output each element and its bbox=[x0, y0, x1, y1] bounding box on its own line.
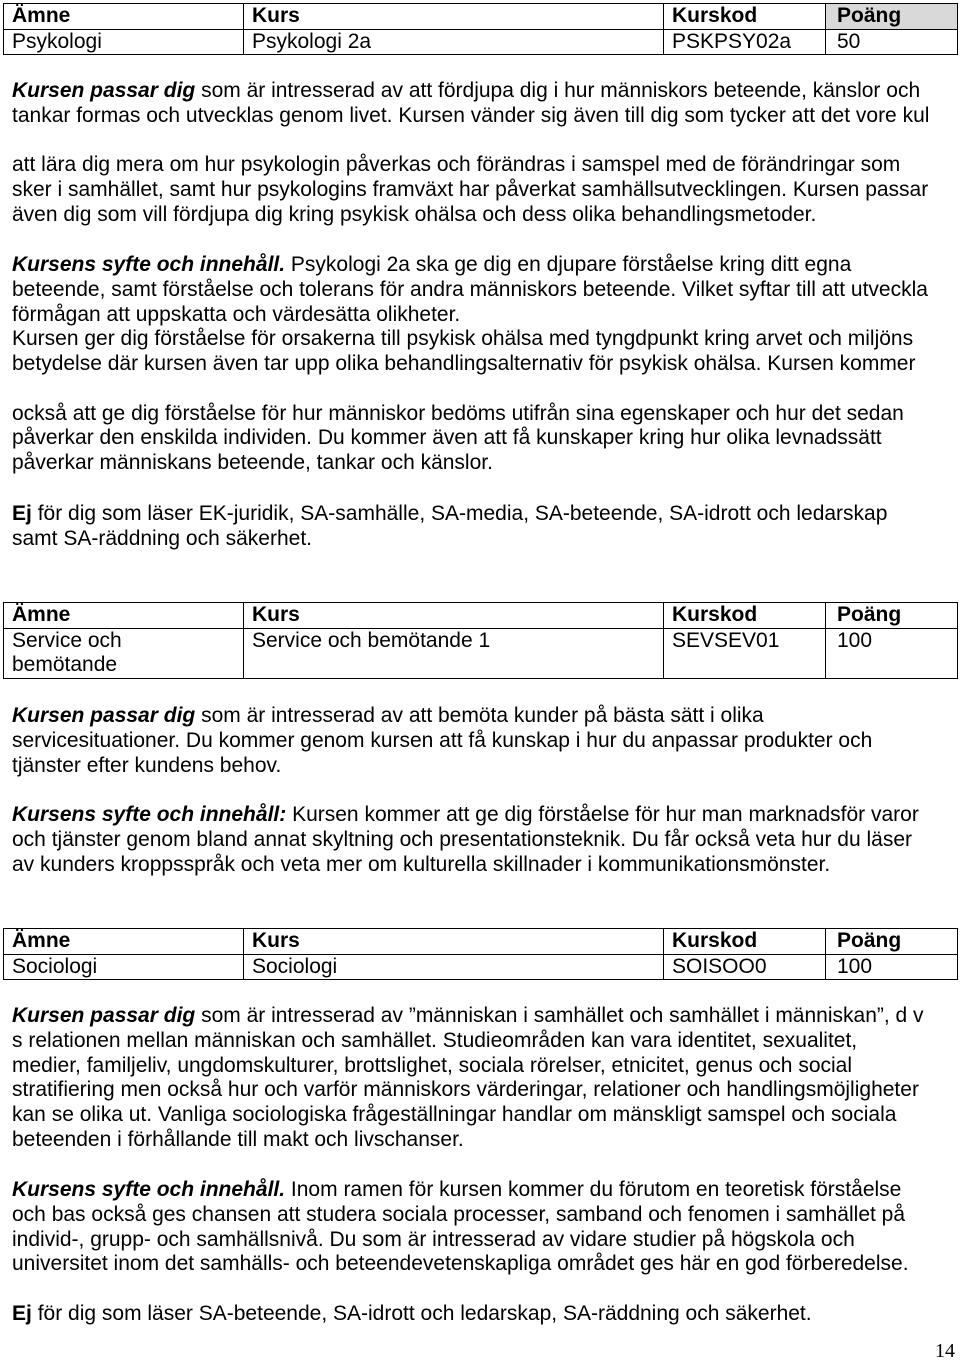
text-line: medier, familjeliv, ungdomskulturer, brottslighet, sociala rörelser, etnicitet, genus och social bbox=[12, 1053, 853, 1077]
course-purpose-text bbox=[12, 253, 928, 476]
header-subject: Ämne bbox=[4, 603, 244, 629]
course-exclusion-text bbox=[12, 1302, 812, 1327]
header-code: Kurskod bbox=[664, 4, 826, 30]
course-purpose-text bbox=[12, 803, 919, 877]
text-line: förmågan att uppskatta och värdesätta olikheter. bbox=[12, 302, 461, 326]
cell-subject: Sociologi bbox=[4, 954, 244, 980]
header-points: Poäng bbox=[826, 4, 958, 30]
cell-code: PSKPSY02a bbox=[664, 29, 826, 55]
header-course: Kurs bbox=[244, 603, 664, 629]
lead-purpose: Kursens syfte och innehåll. bbox=[12, 253, 286, 276]
lead-suitable: Kursen passar dig bbox=[12, 79, 196, 102]
text-line: och bas också ges chansen att studera sociala processer, samband och fenomen i samhället på bbox=[12, 1202, 906, 1226]
text-line bbox=[12, 1004, 924, 1029]
text-line: av kunders kroppsspråk och veta mer om kulturella skillnader i kommunikationsmönster. bbox=[12, 852, 831, 876]
text-line bbox=[12, 502, 887, 527]
text-line: Kursen ger dig förståelse för orsakerna till psykisk ohälsa med tyngdpunkt kring arvet och miljöns bbox=[12, 327, 914, 351]
cell-subject-wrapper bbox=[4, 628, 244, 678]
text-segment: för dig som läser SA-beteende, SA-idrott och ledarskap, SA-räddning och säkerhet. bbox=[37, 1302, 812, 1325]
cell-points: 50 bbox=[826, 29, 958, 55]
header-subject: Ämne bbox=[4, 929, 244, 955]
text-line: påverkar människans beteende, tankar och känslor. bbox=[12, 451, 493, 474]
cell-course: Service och bemötande 1 bbox=[244, 628, 664, 678]
text-line: även dig som vill fördjupa dig kring psykisk ohälsa och dess olika behandlingsmetoder. bbox=[12, 202, 817, 226]
header-code: Kurskod bbox=[664, 929, 826, 955]
course-table-service bbox=[3, 602, 958, 679]
text-segment: Psykologi 2a ska ge dig en djupare förståelse kring ditt egna bbox=[290, 253, 852, 276]
header-course: Kurs bbox=[244, 929, 664, 955]
lead-exclusion: Ej bbox=[12, 1302, 32, 1325]
lead-suitable: Kursen passar dig bbox=[12, 1004, 196, 1027]
table-row bbox=[4, 29, 958, 55]
cell-code: SOISOO0 bbox=[664, 954, 826, 980]
header-points: Poäng bbox=[826, 929, 958, 955]
course-purpose-text bbox=[12, 1178, 909, 1277]
course-intro-text bbox=[12, 704, 872, 778]
table-header-row bbox=[4, 4, 958, 30]
text-line: individ-, grupp- och samhällsnivå. Du som är intresserad av vidare studier på högskola och bbox=[12, 1227, 855, 1251]
table-row bbox=[4, 628, 958, 678]
text-segment: som är intresserad av att bemöta kunder på bästa sätt i olika bbox=[201, 704, 764, 727]
table-header-row bbox=[4, 603, 958, 629]
header-points: Poäng bbox=[826, 603, 958, 629]
text-line bbox=[12, 704, 872, 729]
text-segment: Kursen kommer att ge dig förståelse för hur man marknadsför varor bbox=[292, 803, 919, 826]
page-number: 14 bbox=[935, 1340, 955, 1362]
course-table-sociologi bbox=[3, 928, 958, 980]
text-line: påverkar den enskilda individen. Du kommer även att få kunskaper kring hur olika levnadssätt bbox=[12, 426, 882, 450]
course-intro-text bbox=[12, 79, 929, 228]
table-header-row bbox=[4, 929, 958, 955]
text-line: samt SA-räddning och säkerhet. bbox=[12, 526, 312, 550]
header-course: Kurs bbox=[244, 4, 664, 30]
text-line: s relationen mellan människan och samhället. Studieområden kan vara identitet, sexualitet, bbox=[12, 1028, 858, 1052]
cell-course: Psykologi 2a bbox=[244, 29, 664, 55]
text-line bbox=[12, 803, 919, 828]
text-line bbox=[12, 79, 929, 104]
table-row bbox=[4, 954, 958, 980]
cell-code: SEVSEV01 bbox=[664, 628, 826, 678]
text-segment: som är intresserad av ”människan i samhället och samhället i människan”, d v bbox=[201, 1004, 924, 1027]
header-code: Kurskod bbox=[664, 603, 826, 629]
text-line bbox=[12, 253, 928, 278]
text-line: beteenden i förhållande till makt och livschanser. bbox=[12, 1127, 464, 1151]
cell-points: 100 bbox=[826, 628, 958, 678]
text-line: betydelse där kursen även tar upp olika behandlingsalternativ för psykisk ohälsa. Kursen kommer bbox=[12, 352, 916, 375]
text-line: servicesituationer. Du kommer genom kursen att få kunskap i hur du anpassar produkter och bbox=[12, 728, 873, 752]
text-line: tankar formas och utvecklas genom livet. Kursen vänder sig även till dig som tycker att det vore kul bbox=[12, 103, 930, 127]
lead-suitable: Kursen passar dig bbox=[12, 704, 196, 727]
text-line bbox=[12, 1178, 909, 1203]
text-line: att lära dig mera om hur psykologin påverkas och förändras i samspel med de förändringar som bbox=[12, 153, 901, 177]
text-line: sker i samhället, samt hur psykologins framväxt har påverkat samhällsutvecklingen. Kursen passar bbox=[12, 178, 929, 201]
lead-purpose: Kursens syfte och innehåll. bbox=[12, 1178, 286, 1201]
text-line bbox=[12, 1302, 812, 1327]
text-segment: som är intresserad av att fördjupa dig i hur människors beteende, känslor och bbox=[201, 79, 921, 102]
text-segment: för dig som läser EK-juridik, SA-samhälle, SA-media, SA-beteende, SA-idrott och ledarskap bbox=[37, 502, 888, 525]
text-line: stratifiering men också hur och varför människors värderingar, relationer och handlingsmöjligheter bbox=[12, 1078, 919, 1102]
header-subject: Ämne bbox=[4, 4, 244, 30]
text-line: beteende, samt förståelse och tolerans för andra människors beteende. Vilket syftar till att utveckla bbox=[12, 277, 928, 301]
cell-course: Sociologi bbox=[244, 954, 664, 980]
course-intro-text bbox=[12, 1004, 924, 1153]
lead-purpose: Kursens syfte och innehåll: bbox=[12, 803, 287, 826]
cell-subject: Psykologi bbox=[4, 29, 244, 55]
text-line: universitet inom det samhälls- och beteendevetenskapliga området ges här en god förberedelse. bbox=[12, 1252, 909, 1276]
lead-exclusion: Ej bbox=[12, 502, 32, 525]
course-exclusion-text bbox=[12, 502, 887, 552]
cell-subject: Service och bemötande bbox=[12, 628, 122, 676]
text-segment: Inom ramen för kursen kommer du förutom en teoretisk förståelse bbox=[290, 1178, 902, 1201]
text-line: tjänster efter kundens behov. bbox=[12, 753, 282, 777]
text-line: också att ge dig förståelse för hur människor bedöms utifrån sina egenskaper och hur det sedan bbox=[12, 401, 904, 425]
text-line: och tjänster genom bland annat skyltning och presentationsteknik. Du får också veta hur du läser bbox=[12, 827, 913, 851]
text-line: kan se olika ut. Vanliga sociologiska frågeställningar handlar om mänskligt samspel och sociala bbox=[12, 1103, 897, 1126]
course-table-psykologi bbox=[3, 3, 958, 55]
cell-points: 100 bbox=[826, 954, 958, 980]
